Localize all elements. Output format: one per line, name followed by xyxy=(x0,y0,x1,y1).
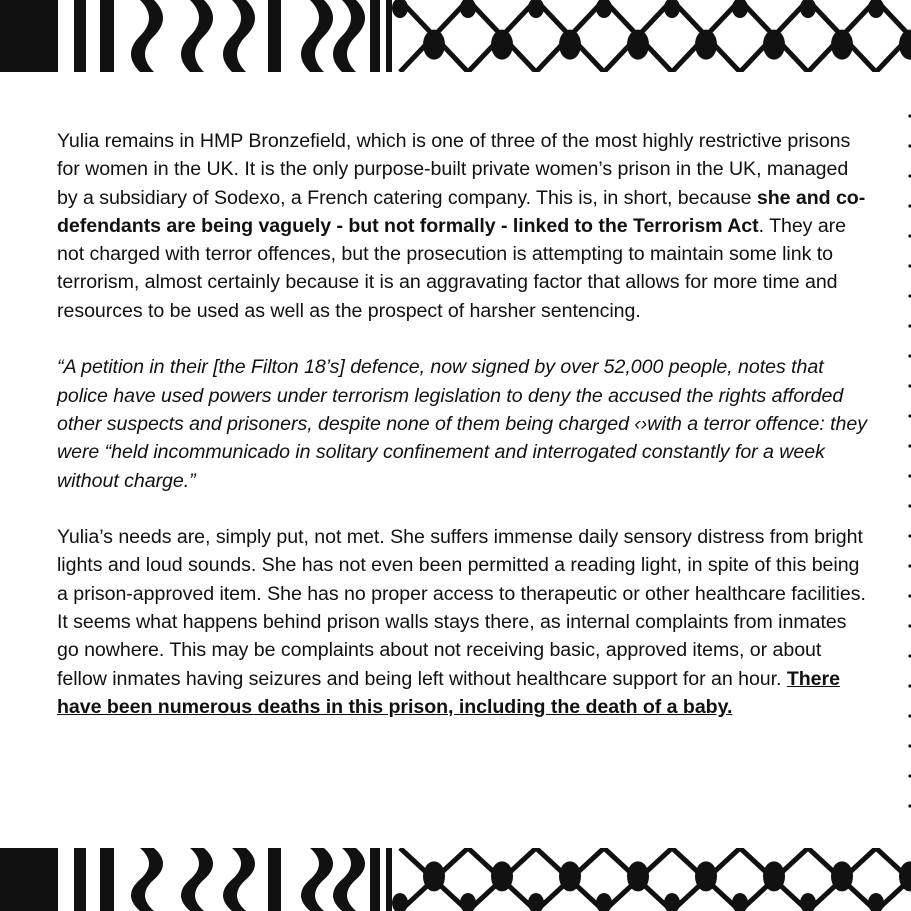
pattern-wave xyxy=(181,0,213,72)
pattern-net xyxy=(392,0,911,72)
pattern-wave xyxy=(223,0,255,72)
pattern-wave xyxy=(333,0,365,72)
pattern-net xyxy=(392,848,911,911)
pattern-wave xyxy=(301,0,333,72)
pattern-bar xyxy=(386,848,392,911)
edge-dots-decoration xyxy=(907,110,911,830)
pattern-bar xyxy=(100,848,114,911)
bottom-pattern-band xyxy=(0,848,911,911)
pattern-bar xyxy=(74,0,86,72)
pattern-wave xyxy=(181,848,213,911)
paragraph-text: Yulia’s needs are, simply put, not met. She suffers immense daily sensory distress from bright lights and loud sounds. She has not even been permitted a reading light, in spite of this being a prison-approved item. She has no proper access to therapeutic or other healthcare facilities. It seems what happens behind prison walls stays there, as internal complaints from inmates go nowhere. This may be complaints about not receiving basic, approved items, or about fellow inmates having seizures and being left without healthcare support for an hour. xyxy=(57,526,866,690)
pattern-wave xyxy=(131,848,163,911)
pattern-bar xyxy=(268,0,281,72)
pattern-wave xyxy=(301,848,333,911)
pattern-wave xyxy=(333,848,365,911)
paragraph-text: Yulia remains in HMP Bronzefield, which is one of three of the most highly restrictive prisons for women in the UK. It is the only purpose-built private women’s prison in the UK, managed by a subsidiary of Sodexo, a French catering company. This is, in short, because xyxy=(57,130,851,209)
keffiyeh-pattern-bottom xyxy=(0,848,911,911)
pattern-bar xyxy=(268,848,281,911)
pattern-wave xyxy=(131,0,163,72)
pattern-bar xyxy=(100,0,114,72)
underlined-statement: There have been numerous deaths in this prison, including the death of a baby. xyxy=(57,667,840,718)
top-pattern-band xyxy=(0,0,911,72)
pattern-block xyxy=(0,848,58,911)
keffiyeh-pattern-top xyxy=(0,0,911,72)
bold-statement: she and co-defendants are being vaguely - but not formally - linked to the Terrorism Act xyxy=(57,186,866,237)
paragraph-text: . They are not charged with terror offences, but the prosecution is attempting to maintain some link to terrorism, almost certainly because it is an aggravating factor that allows for more time and resources to be used as well as the prospect of harsher sentencing. xyxy=(57,214,846,322)
pattern-bar xyxy=(386,0,392,72)
paragraph-needs-not-met xyxy=(57,523,872,721)
article-body xyxy=(57,127,872,721)
pattern-wave xyxy=(223,848,255,911)
pattern-bar xyxy=(74,848,86,911)
pattern-block xyxy=(0,0,58,72)
paragraph-prison-conditions xyxy=(57,127,872,325)
pattern-bar xyxy=(370,848,380,911)
petition-quote: “A petition in their [the Filton 18’s] defence, now signed by over 52,000 people, notes that police have used powers under terrorism legislation to deny the accused the rights afforded other suspects and prisoners, despite none of them being charged ‹›with a terror offence: they were “held incommunicado in solitary confinement and interrogated constantly for a week without charge.” xyxy=(57,356,867,492)
pattern-bar xyxy=(370,0,380,72)
